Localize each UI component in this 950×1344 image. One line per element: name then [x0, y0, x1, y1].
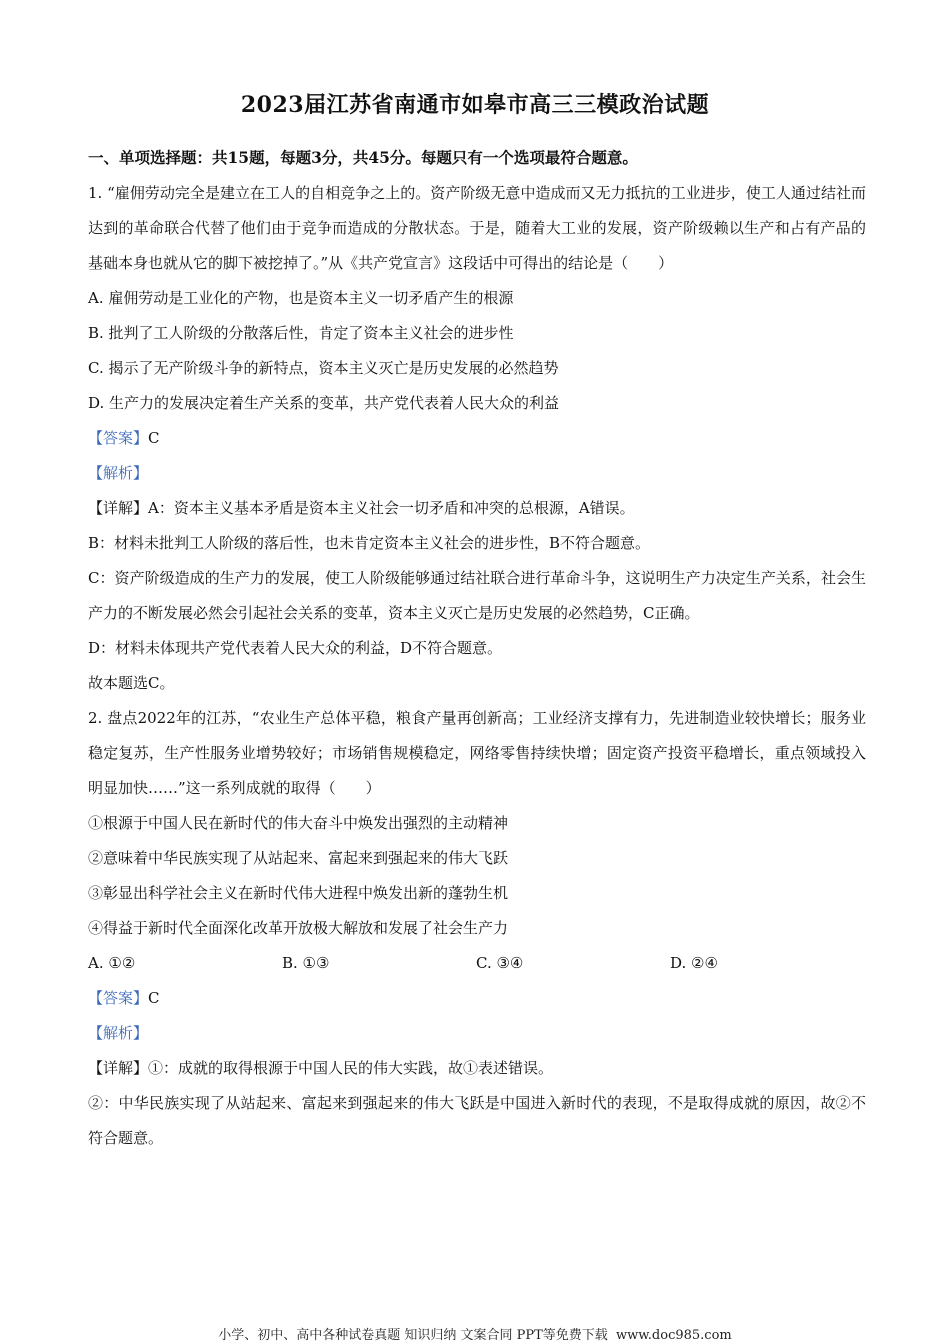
question-2-item-4: ④得益于新时代全面深化改革开放极大解放和发展了社会生产力: [88, 919, 509, 937]
answer-value: C: [148, 989, 160, 1007]
question-2-option-a: A. ①②: [88, 954, 136, 972]
section-heading: 一、单项选择题：共15题，每题3分，共45分。每题只有一个选项最符合题意。: [88, 148, 638, 167]
question-2-answer: [88, 981, 866, 1016]
question-2-options: [88, 946, 866, 981]
question-1-option-a: A. 雇佣劳动是工业化的产物，也是资本主义一切矛盾产生的根源: [88, 289, 514, 307]
question-2-item-2: ②意味着中华民族实现了从站起来、富起来到强起来的伟大飞跃: [88, 849, 509, 867]
question-1-option-c: C. 揭示了无产阶级斗争的新特点，资本主义灭亡是历史发展的必然趋势: [88, 359, 559, 377]
footer-url[interactable]: www.doc985.com: [615, 1328, 732, 1343]
question-1-detail-b: B：材料未批判工人阶级的落后性，也未肯定资本主义社会的进步性，B不符合题意。: [88, 534, 651, 552]
question-1-stem: 1. “雇佣劳动完全是建立在工人的自相竞争之上的。资产阶级无意中造成而又无力抵抗的工业进步，使工人通过结社而达到的革命联合代替了他们由于竞争而造成的分散状态。于是，随着大工业的发展，资产阶级赖以生产和占有产品的基础本身也就从它的脚下被挖掉了。”从《共产党宣言》这段话中可得出的结论是（ ）: [88, 184, 866, 272]
question-2-option-c: C. ③④: [476, 954, 524, 972]
page-title: 2023届江苏省南通市如皋市高三三模政治试题: [240, 92, 710, 118]
detail-tag: 【详解】: [88, 499, 149, 517]
answer-value: C: [148, 429, 160, 447]
question-2-detail-1: [88, 1051, 866, 1086]
answer-tag: 【答案】: [88, 429, 149, 447]
footer-text: 小学、初中、高中各种试卷真题 知识归纳 文案合同 PPT等免费下载: [218, 1328, 608, 1343]
detail-text: ①：成就的取得根源于中国人民的伟大实践，故①表述错误。: [148, 1059, 554, 1077]
answer-tag: 【答案】: [88, 989, 149, 1007]
detail-text: A：资本主义基本矛盾是资本主义社会一切矛盾和冲突的总根源，A错误。: [148, 499, 635, 517]
page-footer: [0, 1324, 950, 1343]
question-1-analysis: [88, 456, 866, 491]
question-2-analysis: [88, 1016, 866, 1051]
question-1-option-b: B. 批判了工人阶级的分散落后性，肯定了资本主义社会的进步性: [88, 324, 514, 342]
question-2-item-3: ③彰显出科学社会主义在新时代伟大进程中焕发出新的蓬勃生机: [88, 884, 509, 902]
detail-tag: 【详解】: [88, 1059, 149, 1077]
question-1-detail-d: D：材料未体现共产党代表着人民大众的利益，D不符合题意。: [88, 639, 503, 657]
question-1-answer: [88, 421, 866, 456]
question-2-option-d: D. ②④: [670, 954, 718, 972]
question-1-detail-a: [88, 491, 866, 526]
question-1-conclusion: 故本题选C。: [88, 674, 175, 692]
analysis-tag: 【解析】: [88, 464, 149, 482]
question-2-detail-2: ②：中华民族实现了从站起来、富起来到强起来的伟大飞跃是中国进入新时代的表现，不是取得成就的原因，故②不符合题意。: [88, 1094, 866, 1147]
analysis-tag: 【解析】: [88, 1024, 149, 1042]
question-2-option-b: B. ①③: [282, 954, 330, 972]
content-body: [88, 176, 866, 1156]
question-2-stem: 2. 盘点2022年的江苏，“农业生产总体平稳，粮食产量再创新高；工业经济支撑有力，先进制造业较快增长；服务业稳定复苏，生产性服务业增势较好；市场销售规模稳定，网络零售持续快增；固定资产投资平稳增长，重点领域投入明显加快……”这一系列成就的取得（ ）: [88, 709, 866, 797]
question-1-option-d: D. 生产力的发展决定着生产关系的变革，共产党代表着人民大众的利益: [88, 394, 560, 412]
question-2-item-1: ①根源于中国人民在新时代的伟大奋斗中焕发出强烈的主动精神: [88, 814, 509, 832]
question-1-detail-c: C：资产阶级造成的生产力的发展，使工人阶级能够通过结社联合进行革命斗争，这说明生产力决定生产关系，社会生产力的不断发展必然会引起社会关系的变革，资本主义灭亡是历史发展的必然趋势，C正确。: [88, 569, 866, 622]
